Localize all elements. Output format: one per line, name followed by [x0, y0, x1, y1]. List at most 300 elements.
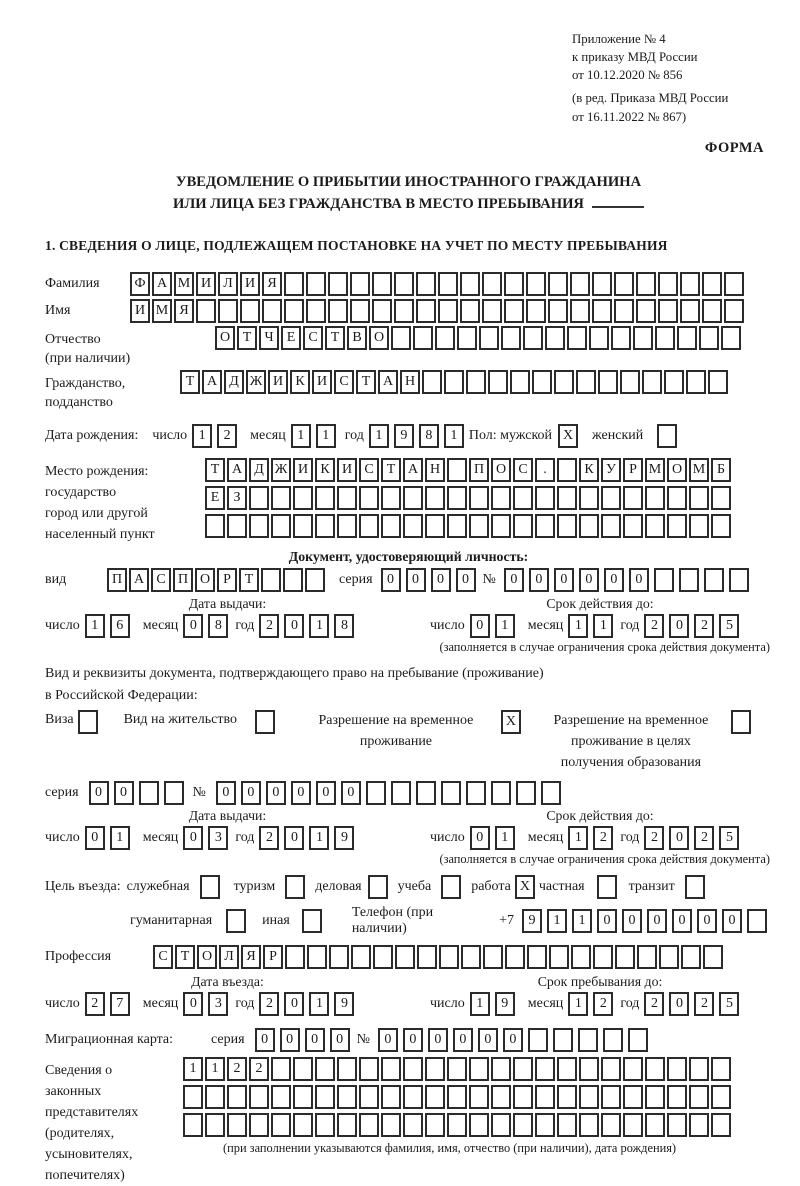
- char-cell[interactable]: [460, 299, 480, 323]
- char-cell[interactable]: [482, 299, 502, 323]
- char-cell[interactable]: [601, 486, 621, 510]
- char-cell[interactable]: [329, 945, 349, 969]
- char-cell[interactable]: С: [303, 326, 323, 350]
- char-cell[interactable]: [689, 486, 709, 510]
- char-cell[interactable]: И: [337, 458, 357, 482]
- char-cell[interactable]: А: [129, 568, 149, 592]
- char-cell[interactable]: 7: [110, 992, 130, 1016]
- char-cell[interactable]: [570, 272, 590, 296]
- char-cell[interactable]: [469, 1085, 489, 1109]
- char-cell[interactable]: [633, 326, 653, 350]
- checkbox-humanitarian[interactable]: [226, 909, 246, 933]
- char-cell[interactable]: [315, 514, 335, 538]
- char-cell[interactable]: [466, 781, 486, 805]
- char-cell[interactable]: [315, 1085, 335, 1109]
- char-cell[interactable]: [381, 1085, 401, 1109]
- char-cell[interactable]: [425, 1113, 445, 1137]
- char-cell[interactable]: [439, 945, 459, 969]
- char-cell[interactable]: 1: [593, 614, 613, 638]
- char-cell[interactable]: [271, 486, 291, 510]
- char-cell[interactable]: [535, 1085, 555, 1109]
- char-cell[interactable]: [523, 326, 543, 350]
- char-cell[interactable]: [659, 945, 679, 969]
- char-cell[interactable]: [711, 486, 731, 510]
- char-cell[interactable]: [249, 1113, 269, 1137]
- char-cell[interactable]: Л: [219, 945, 239, 969]
- char-cell[interactable]: 1: [495, 614, 515, 638]
- char-cell[interactable]: К: [315, 458, 335, 482]
- char-cell[interactable]: 0: [629, 568, 649, 592]
- char-cell[interactable]: [416, 299, 436, 323]
- char-cell[interactable]: [391, 781, 411, 805]
- char-cell[interactable]: 0: [381, 568, 401, 592]
- char-cell[interactable]: О: [215, 326, 235, 350]
- char-cell[interactable]: [510, 370, 530, 394]
- char-cell[interactable]: [505, 945, 525, 969]
- char-cell[interactable]: 0: [341, 781, 361, 805]
- char-cell[interactable]: [350, 299, 370, 323]
- char-cell[interactable]: [570, 299, 590, 323]
- checkbox-edu-residence[interactable]: [731, 710, 751, 734]
- char-cell[interactable]: [394, 299, 414, 323]
- char-cell[interactable]: [501, 326, 521, 350]
- char-cell[interactable]: [645, 1113, 665, 1137]
- char-cell[interactable]: [645, 514, 665, 538]
- char-cell[interactable]: [711, 1085, 731, 1109]
- char-cell[interactable]: 9: [394, 424, 414, 448]
- char-cell[interactable]: Ж: [246, 370, 266, 394]
- char-cell[interactable]: [658, 272, 678, 296]
- char-cell[interactable]: [593, 945, 613, 969]
- char-cell[interactable]: [628, 1028, 648, 1052]
- char-cell[interactable]: [721, 326, 741, 350]
- char-cell[interactable]: 0: [456, 568, 476, 592]
- char-cell[interactable]: [689, 514, 709, 538]
- char-cell[interactable]: [328, 272, 348, 296]
- char-cell[interactable]: 2: [644, 826, 664, 850]
- char-cell[interactable]: [441, 781, 461, 805]
- char-cell[interactable]: [504, 272, 524, 296]
- char-cell[interactable]: 0: [255, 1028, 275, 1052]
- char-cell[interactable]: 0: [672, 909, 692, 933]
- char-cell[interactable]: [293, 486, 313, 510]
- char-cell[interactable]: 3: [208, 826, 228, 850]
- char-cell[interactable]: [611, 326, 631, 350]
- char-cell[interactable]: [548, 299, 568, 323]
- char-cell[interactable]: [416, 781, 436, 805]
- char-cell[interactable]: М: [645, 458, 665, 482]
- char-cell[interactable]: 0: [504, 568, 524, 592]
- char-cell[interactable]: 0: [85, 826, 105, 850]
- char-cell[interactable]: [571, 945, 591, 969]
- char-cell[interactable]: [381, 514, 401, 538]
- char-cell[interactable]: [416, 272, 436, 296]
- char-cell[interactable]: [614, 272, 634, 296]
- char-cell[interactable]: [337, 486, 357, 510]
- char-cell[interactable]: [139, 781, 159, 805]
- char-cell[interactable]: Т: [356, 370, 376, 394]
- char-cell[interactable]: 1: [547, 909, 567, 933]
- char-cell[interactable]: [711, 1113, 731, 1137]
- char-cell[interactable]: [513, 514, 533, 538]
- char-cell[interactable]: Т: [180, 370, 200, 394]
- char-cell[interactable]: 0: [604, 568, 624, 592]
- char-cell[interactable]: В: [347, 326, 367, 350]
- char-cell[interactable]: [620, 370, 640, 394]
- char-cell[interactable]: 2: [694, 614, 714, 638]
- char-cell[interactable]: [557, 514, 577, 538]
- char-cell[interactable]: [623, 1057, 643, 1081]
- char-cell[interactable]: [491, 1085, 511, 1109]
- char-cell[interactable]: [337, 1113, 357, 1137]
- char-cell[interactable]: 0: [647, 909, 667, 933]
- char-cell[interactable]: [305, 568, 325, 592]
- char-cell[interactable]: 1: [205, 1057, 225, 1081]
- char-cell[interactable]: 2: [85, 992, 105, 1016]
- char-cell[interactable]: [535, 1113, 555, 1137]
- char-cell[interactable]: [535, 514, 555, 538]
- char-cell[interactable]: 5: [719, 992, 739, 1016]
- char-cell[interactable]: И: [130, 299, 150, 323]
- char-cell[interactable]: [603, 1028, 623, 1052]
- char-cell[interactable]: [557, 486, 577, 510]
- checkbox-transit[interactable]: [685, 875, 705, 899]
- char-cell[interactable]: 0: [669, 992, 689, 1016]
- char-cell[interactable]: [395, 945, 415, 969]
- char-cell[interactable]: [205, 1085, 225, 1109]
- char-cell[interactable]: Ж: [271, 458, 291, 482]
- char-cell[interactable]: 0: [622, 909, 642, 933]
- char-cell[interactable]: [667, 1057, 687, 1081]
- char-cell[interactable]: [183, 1113, 203, 1137]
- char-cell[interactable]: 5: [719, 826, 739, 850]
- char-cell[interactable]: Р: [623, 458, 643, 482]
- char-cell[interactable]: [491, 1113, 511, 1137]
- char-cell[interactable]: М: [174, 272, 194, 296]
- char-cell[interactable]: 0: [114, 781, 134, 805]
- char-cell[interactable]: [491, 514, 511, 538]
- char-cell[interactable]: 1: [192, 424, 212, 448]
- char-cell[interactable]: [576, 370, 596, 394]
- char-cell[interactable]: П: [107, 568, 127, 592]
- char-cell[interactable]: [283, 568, 303, 592]
- char-cell[interactable]: Т: [175, 945, 195, 969]
- char-cell[interactable]: [724, 299, 744, 323]
- char-cell[interactable]: И: [268, 370, 288, 394]
- char-cell[interactable]: [394, 272, 414, 296]
- char-cell[interactable]: [579, 1085, 599, 1109]
- char-cell[interactable]: [381, 1057, 401, 1081]
- char-cell[interactable]: [403, 1113, 423, 1137]
- char-cell[interactable]: Р: [217, 568, 237, 592]
- char-cell[interactable]: [240, 299, 260, 323]
- char-cell[interactable]: 0: [529, 568, 549, 592]
- char-cell[interactable]: [315, 486, 335, 510]
- char-cell[interactable]: [469, 1057, 489, 1081]
- char-cell[interactable]: [164, 781, 184, 805]
- char-cell[interactable]: Я: [241, 945, 261, 969]
- char-cell[interactable]: [645, 486, 665, 510]
- char-cell[interactable]: [425, 1057, 445, 1081]
- char-cell[interactable]: А: [378, 370, 398, 394]
- char-cell[interactable]: [579, 486, 599, 510]
- char-cell[interactable]: [271, 514, 291, 538]
- char-cell[interactable]: 2: [217, 424, 237, 448]
- char-cell[interactable]: [417, 945, 437, 969]
- checkbox-private[interactable]: [597, 875, 617, 899]
- char-cell[interactable]: [460, 272, 480, 296]
- char-cell[interactable]: [373, 945, 393, 969]
- char-cell[interactable]: Р: [263, 945, 283, 969]
- char-cell[interactable]: [513, 1113, 533, 1137]
- char-cell[interactable]: [271, 1057, 291, 1081]
- char-cell[interactable]: [262, 299, 282, 323]
- char-cell[interactable]: С: [334, 370, 354, 394]
- char-cell[interactable]: [645, 1057, 665, 1081]
- char-cell[interactable]: А: [202, 370, 222, 394]
- char-cell[interactable]: [227, 1085, 247, 1109]
- char-cell[interactable]: [592, 272, 612, 296]
- char-cell[interactable]: [483, 945, 503, 969]
- char-cell[interactable]: [541, 781, 561, 805]
- char-cell[interactable]: 2: [694, 992, 714, 1016]
- char-cell[interactable]: 0: [330, 1028, 350, 1052]
- char-cell[interactable]: [615, 945, 635, 969]
- char-cell[interactable]: [655, 326, 675, 350]
- char-cell[interactable]: 0: [305, 1028, 325, 1052]
- char-cell[interactable]: [545, 326, 565, 350]
- char-cell[interactable]: Ф: [130, 272, 150, 296]
- char-cell[interactable]: [527, 945, 547, 969]
- char-cell[interactable]: 1: [495, 826, 515, 850]
- char-cell[interactable]: З: [227, 486, 247, 510]
- checkbox-work[interactable]: X: [515, 875, 535, 899]
- char-cell[interactable]: [359, 1057, 379, 1081]
- char-cell[interactable]: [549, 945, 569, 969]
- char-cell[interactable]: .: [535, 458, 555, 482]
- char-cell[interactable]: [724, 272, 744, 296]
- char-cell[interactable]: [689, 1057, 709, 1081]
- char-cell[interactable]: [469, 514, 489, 538]
- char-cell[interactable]: Е: [281, 326, 301, 350]
- char-cell[interactable]: М: [152, 299, 172, 323]
- char-cell[interactable]: [689, 1113, 709, 1137]
- char-cell[interactable]: С: [151, 568, 171, 592]
- char-cell[interactable]: [461, 945, 481, 969]
- checkbox-tourism[interactable]: [285, 875, 305, 899]
- char-cell[interactable]: [284, 272, 304, 296]
- char-cell[interactable]: [557, 1085, 577, 1109]
- char-cell[interactable]: [623, 1113, 643, 1137]
- char-cell[interactable]: [249, 514, 269, 538]
- char-cell[interactable]: [548, 272, 568, 296]
- char-cell[interactable]: [711, 514, 731, 538]
- char-cell[interactable]: Л: [218, 272, 238, 296]
- char-cell[interactable]: [438, 272, 458, 296]
- char-cell[interactable]: [249, 486, 269, 510]
- char-cell[interactable]: [293, 514, 313, 538]
- char-cell[interactable]: [183, 1085, 203, 1109]
- char-cell[interactable]: П: [469, 458, 489, 482]
- char-cell[interactable]: [381, 486, 401, 510]
- char-cell[interactable]: Я: [174, 299, 194, 323]
- char-cell[interactable]: 2: [694, 826, 714, 850]
- char-cell[interactable]: 1: [369, 424, 389, 448]
- char-cell[interactable]: [579, 1057, 599, 1081]
- char-cell[interactable]: [271, 1085, 291, 1109]
- char-cell[interactable]: [642, 370, 662, 394]
- char-cell[interactable]: [623, 1085, 643, 1109]
- char-cell[interactable]: [680, 272, 700, 296]
- char-cell[interactable]: 0: [183, 826, 203, 850]
- char-cell[interactable]: [351, 945, 371, 969]
- char-cell[interactable]: [447, 514, 467, 538]
- char-cell[interactable]: [403, 514, 423, 538]
- char-cell[interactable]: [403, 1057, 423, 1081]
- checkbox-business[interactable]: [368, 875, 388, 899]
- char-cell[interactable]: 9: [334, 992, 354, 1016]
- char-cell[interactable]: [293, 1057, 313, 1081]
- char-cell[interactable]: 1: [316, 424, 336, 448]
- char-cell[interactable]: С: [359, 458, 379, 482]
- char-cell[interactable]: [699, 326, 719, 350]
- char-cell[interactable]: 6: [110, 614, 130, 638]
- char-cell[interactable]: [372, 299, 392, 323]
- char-cell[interactable]: О: [197, 945, 217, 969]
- char-cell[interactable]: [557, 1113, 577, 1137]
- char-cell[interactable]: [578, 1028, 598, 1052]
- char-cell[interactable]: [711, 1057, 731, 1081]
- char-cell[interactable]: Т: [325, 326, 345, 350]
- char-cell[interactable]: [636, 299, 656, 323]
- char-cell[interactable]: 1: [309, 614, 329, 638]
- checkbox-temp-residence[interactable]: X: [501, 710, 521, 734]
- char-cell[interactable]: О: [491, 458, 511, 482]
- char-cell[interactable]: 2: [227, 1057, 247, 1081]
- char-cell[interactable]: 2: [259, 826, 279, 850]
- char-cell[interactable]: [513, 1085, 533, 1109]
- char-cell[interactable]: [196, 299, 216, 323]
- char-cell[interactable]: 0: [453, 1028, 473, 1052]
- char-cell[interactable]: 8: [419, 424, 439, 448]
- char-cell[interactable]: [457, 326, 477, 350]
- char-cell[interactable]: [328, 299, 348, 323]
- char-cell[interactable]: [359, 514, 379, 538]
- char-cell[interactable]: Ч: [259, 326, 279, 350]
- char-cell[interactable]: 1: [444, 424, 464, 448]
- char-cell[interactable]: [526, 299, 546, 323]
- char-cell[interactable]: [623, 486, 643, 510]
- char-cell[interactable]: 0: [406, 568, 426, 592]
- char-cell[interactable]: [447, 486, 467, 510]
- char-cell[interactable]: 0: [669, 826, 689, 850]
- char-cell[interactable]: Д: [224, 370, 244, 394]
- char-cell[interactable]: 0: [378, 1028, 398, 1052]
- char-cell[interactable]: [366, 781, 386, 805]
- char-cell[interactable]: Б: [711, 458, 731, 482]
- char-cell[interactable]: 2: [259, 614, 279, 638]
- char-cell[interactable]: [403, 1085, 423, 1109]
- char-cell[interactable]: 0: [280, 1028, 300, 1052]
- char-cell[interactable]: [482, 272, 502, 296]
- char-cell[interactable]: И: [293, 458, 313, 482]
- char-cell[interactable]: 0: [89, 781, 109, 805]
- char-cell[interactable]: 1: [572, 909, 592, 933]
- char-cell[interactable]: [677, 326, 697, 350]
- char-cell[interactable]: [557, 458, 577, 482]
- char-cell[interactable]: [315, 1057, 335, 1081]
- char-cell[interactable]: 0: [266, 781, 286, 805]
- char-cell[interactable]: 1: [568, 826, 588, 850]
- char-cell[interactable]: [680, 299, 700, 323]
- char-cell[interactable]: [447, 1085, 467, 1109]
- char-cell[interactable]: [579, 1113, 599, 1137]
- char-cell[interactable]: [391, 326, 411, 350]
- char-cell[interactable]: М: [689, 458, 709, 482]
- char-cell[interactable]: [703, 945, 723, 969]
- char-cell[interactable]: [488, 370, 508, 394]
- char-cell[interactable]: 9: [334, 826, 354, 850]
- char-cell[interactable]: [686, 370, 706, 394]
- char-cell[interactable]: Т: [239, 568, 259, 592]
- char-cell[interactable]: [708, 370, 728, 394]
- char-cell[interactable]: [227, 514, 247, 538]
- checkbox-study[interactable]: [441, 875, 461, 899]
- char-cell[interactable]: [535, 1057, 555, 1081]
- char-cell[interactable]: 1: [110, 826, 130, 850]
- char-cell[interactable]: [447, 458, 467, 482]
- char-cell[interactable]: [403, 486, 423, 510]
- char-cell[interactable]: Н: [400, 370, 420, 394]
- char-cell[interactable]: 2: [644, 614, 664, 638]
- char-cell[interactable]: Д: [249, 458, 269, 482]
- char-cell[interactable]: [667, 1113, 687, 1137]
- char-cell[interactable]: 0: [470, 826, 490, 850]
- char-cell[interactable]: [747, 909, 767, 933]
- char-cell[interactable]: [425, 514, 445, 538]
- char-cell[interactable]: [337, 514, 357, 538]
- char-cell[interactable]: 0: [722, 909, 742, 933]
- char-cell[interactable]: 8: [208, 614, 228, 638]
- char-cell[interactable]: [293, 1085, 313, 1109]
- char-cell[interactable]: [667, 486, 687, 510]
- char-cell[interactable]: 1: [309, 992, 329, 1016]
- char-cell[interactable]: Т: [237, 326, 257, 350]
- char-cell[interactable]: 0: [597, 909, 617, 933]
- char-cell[interactable]: 0: [697, 909, 717, 933]
- char-cell[interactable]: 2: [249, 1057, 269, 1081]
- char-cell[interactable]: 1: [470, 992, 490, 1016]
- char-cell[interactable]: [491, 781, 511, 805]
- char-cell[interactable]: [249, 1085, 269, 1109]
- char-cell[interactable]: [447, 1113, 467, 1137]
- char-cell[interactable]: [681, 945, 701, 969]
- char-cell[interactable]: 3: [208, 992, 228, 1016]
- char-cell[interactable]: 1: [85, 614, 105, 638]
- char-cell[interactable]: [557, 1057, 577, 1081]
- char-cell[interactable]: О: [667, 458, 687, 482]
- char-cell[interactable]: 0: [183, 992, 203, 1016]
- char-cell[interactable]: Е: [205, 486, 225, 510]
- char-cell[interactable]: П: [173, 568, 193, 592]
- checkbox-male[interactable]: X: [558, 424, 578, 448]
- char-cell[interactable]: А: [403, 458, 423, 482]
- char-cell[interactable]: [469, 486, 489, 510]
- char-cell[interactable]: [679, 568, 699, 592]
- char-cell[interactable]: [350, 272, 370, 296]
- char-cell[interactable]: [466, 370, 486, 394]
- char-cell[interactable]: [601, 514, 621, 538]
